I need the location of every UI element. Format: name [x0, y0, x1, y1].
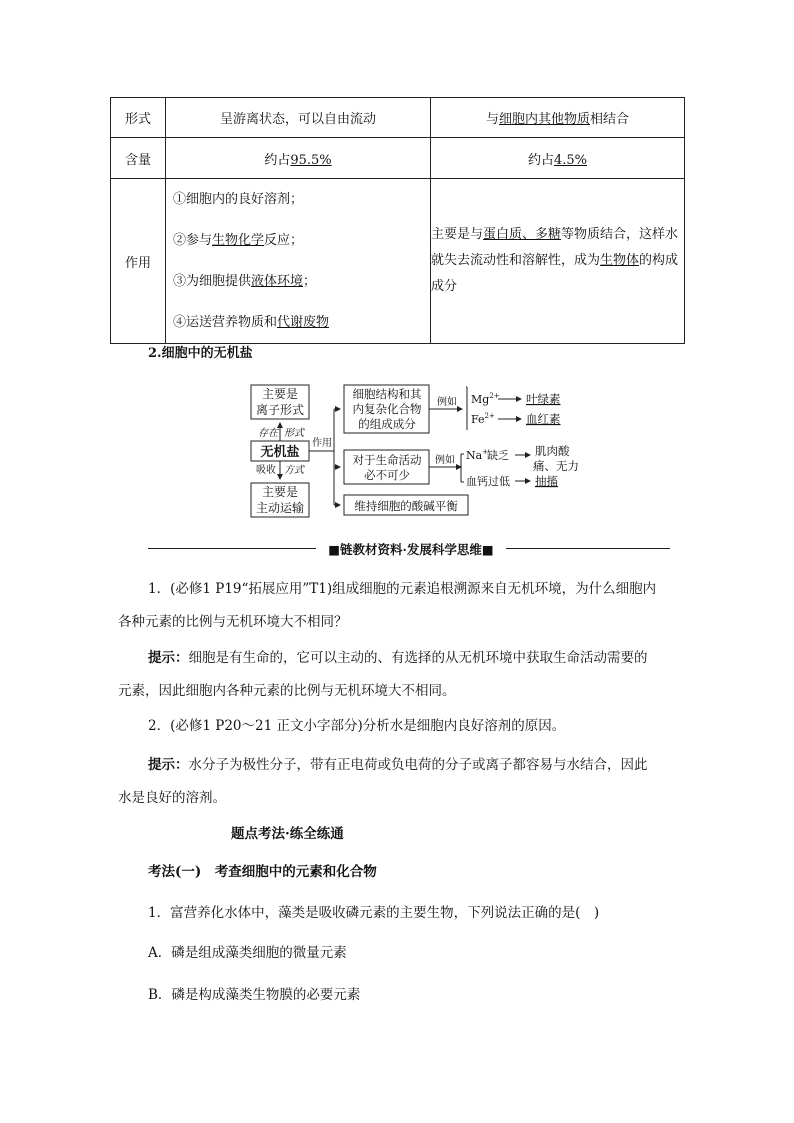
bound-water-content: 约占4.5%: [431, 138, 685, 179]
func1-line1: 细胞结构和其: [352, 387, 422, 401]
table-row-form: [111, 98, 685, 138]
option-b: B．磷是构成藻类生物膜的必要元素: [148, 987, 361, 1003]
answer-1-line1: 提示：细胞是有生命的，它可以主动的、有选择的从无机环境中获取生命活动需要的: [148, 650, 648, 666]
heading-practice: 题点考法·练全练通: [231, 826, 344, 842]
label-method: 方式: [284, 465, 304, 476]
section-separator: ■链教材资料·发展科学思维■: [328, 542, 494, 557]
ion-box-line1: 主要是: [261, 387, 299, 401]
table-row-content: [111, 138, 685, 179]
func1-line3: 的组成成分: [358, 417, 416, 431]
label-example1: 例如: [437, 397, 457, 408]
transport-box-line1: 主要是: [261, 485, 299, 499]
func1-line2: 内复杂化合物: [352, 402, 422, 416]
separator-line-left: [148, 548, 316, 549]
label-example2: 例如: [435, 455, 455, 466]
question-1-line1: 1．(必修1 P19“拓展应用”T1)组成细胞的元素追根溯源来自无机环境，为什么细胞内: [148, 581, 657, 597]
method-1-heading: 考法(一) 考查细胞中的元素和化合物: [148, 864, 377, 880]
answer-2-line1: 提示：水分子为极性分子，带有正电荷或负电荷的分子或离子都容易与水结合，因此: [148, 757, 648, 773]
calcium-low: 血钙过低: [466, 475, 510, 488]
question-1-line2: 各种元素的比例与无机环境大不相同？: [118, 614, 348, 630]
row-label-form: 形式: [111, 98, 166, 138]
free-water-form: 呈游离状态，可以自由流动: [166, 98, 431, 138]
func2-line2: 必不可少: [364, 468, 410, 482]
bound-water-form: 与细胞内其他物质相结合: [431, 98, 685, 138]
free-water-functions: [166, 179, 431, 344]
free-use-4: ④运送营养物质和代谢废物: [173, 315, 330, 330]
label-absorb: 吸收: [256, 465, 276, 476]
transport-box-line2: 主动运输: [255, 501, 305, 515]
separator-line-right: [506, 548, 670, 549]
row-label-function: 作用: [111, 179, 166, 344]
func3-text: 维持细胞的酸碱平衡: [354, 499, 458, 513]
label-function: 作用: [312, 438, 332, 449]
table-row-function: [111, 179, 685, 344]
answer-2-line2: 水是良好的溶剂。: [118, 790, 226, 806]
label-exist: 存在: [258, 428, 278, 439]
free-use-1: ①细胞内的良好溶剂；: [173, 192, 304, 207]
free-water-content: 约占95.5%: [166, 138, 431, 179]
row-label-content: 含量: [111, 138, 166, 179]
mg-ion: $Mg^{2+}$: [471, 392, 500, 406]
fe-ion: $Fe^{2+}$: [471, 412, 495, 426]
center-node: 无机盐: [260, 445, 300, 460]
mg-result: 叶绿素: [526, 392, 561, 406]
question-2: 2．(必修1 P20～21 正文小字部分)分析水是细胞内良好溶剂的原因。: [148, 718, 566, 734]
section-title-inorganic-salts: 2.细胞中的无机盐: [148, 346, 253, 361]
bound-water-function: 主要是与蛋白质、多糖等物质结合，这样水就失去流动性和溶解性，成为生物体的构成成分: [431, 179, 685, 344]
na-ion: Na+: [466, 448, 489, 462]
na-result-line2: 痛、无力: [533, 459, 579, 473]
fe-result: 血红素: [526, 412, 561, 426]
na-result-line1: 肌肉酸: [535, 444, 570, 458]
answer-1-line2: 元素，因此细胞内各种元素的比例与无机环境大不相同。: [118, 683, 456, 699]
free-use-2: ②参与生物化学反应；: [173, 233, 304, 248]
ca-result: 抽搐: [535, 474, 558, 488]
ion-box-line2: 离子形式: [255, 403, 305, 417]
free-use-3: ③为细胞提供液体环境；: [173, 274, 317, 289]
water-forms-table: [110, 97, 685, 344]
label-form: 形式: [284, 428, 304, 439]
inorganic-salt-diagram: [240, 378, 620, 524]
func2-line1: 对于生命活动: [352, 453, 422, 467]
exercise-question-1: 1．富营养化水体中，藻类是吸收磷元素的主要生物，下列说法正确的是( ): [148, 905, 600, 921]
na-lack: 缺乏: [487, 449, 509, 462]
option-a: A．磷是组成藻类细胞的微量元素: [148, 945, 347, 961]
